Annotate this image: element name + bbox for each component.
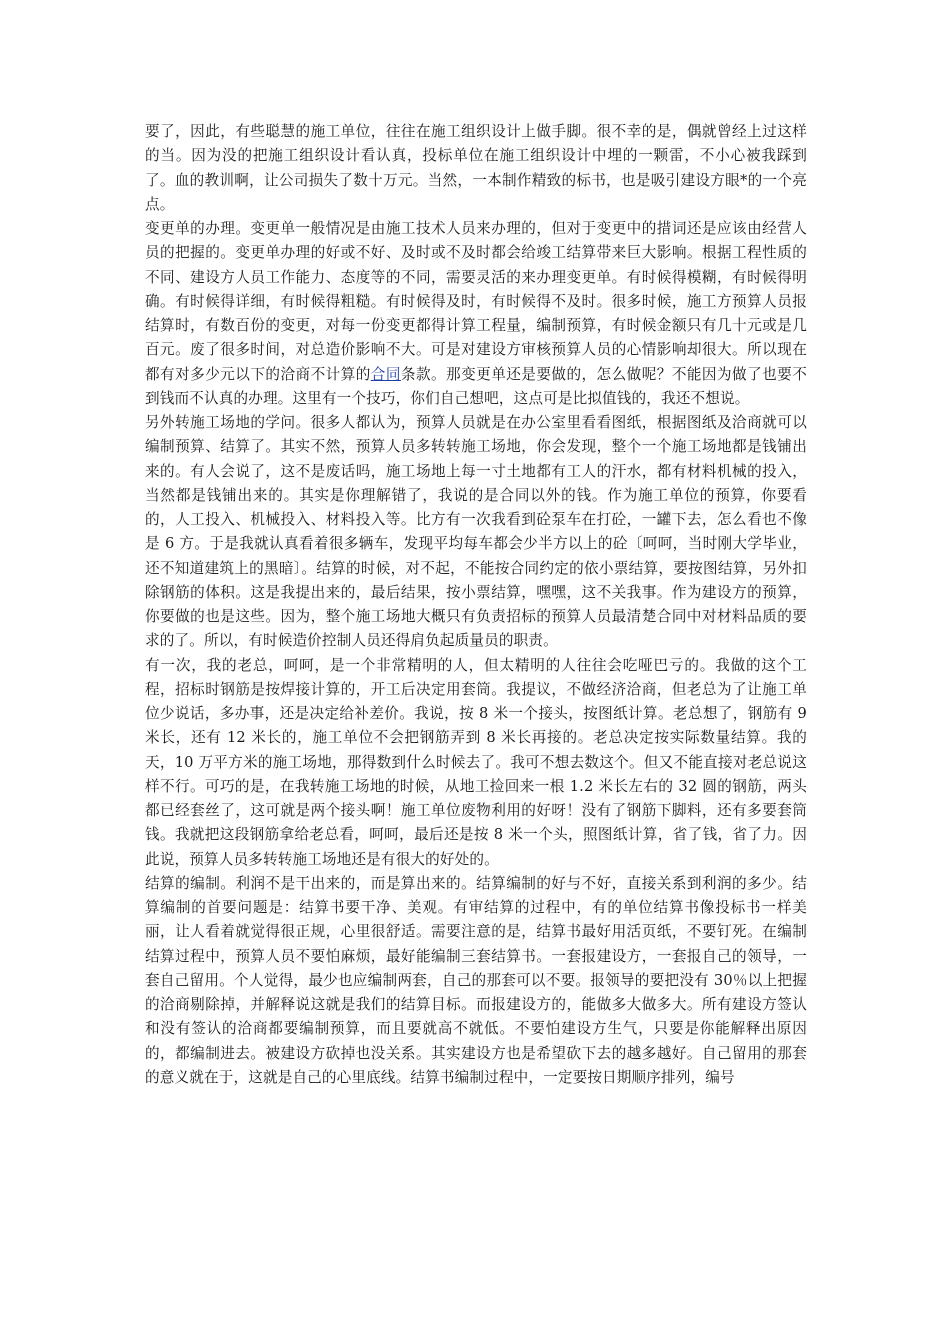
contract-link[interactable]: 合同: [370, 365, 401, 383]
paragraph-change-order-text-1: 变更单的办理。变更单一般情况是由施工技术人员来办理的，但对于变更中的措词还是应该由经营人员的把握的。变更单办理的好或不好、及时或不及时都会给竣工结算带来巨大影响。根据工程性质的不同、建设方人员工作能力、态度等的不同，需要灵活的来办理变更单。有时候得模糊，有时候得明确。有时候得详细，有时候得粗糙。有时候得及时，有时候得不及时。很多时候，施工方预算人员报结算时，有数百份的变更，对每一份变更都得计算工程量，编制预算，有时候金额只有几十元或是几百元。废了很多时间，对总造价影响不大。可是对建设方审核预算人员的心情影响却很大。所以现在都有对多少元以下的洽商不计算的: [145, 220, 807, 383]
paragraph-change-order: [145, 217, 807, 411]
paragraph-bid-document: 要了，因此，有些聪慧的施工单位，往往在施工组织设计上做手脚。很不幸的是，偶就曾经上过这样的当。因为没的把施工组织设计看认真，投标单位在施工组织设计中埋的一颗雷，不小心被我踩到了。血的教训啊，让公司损失了数十万元。当然，一本制作精致的标书，也是吸引建设方眼*的一个亮点。: [145, 123, 807, 213]
paragraph-change-order-text-2: 条款。那变更单还是要做的，怎么做呢？不能因为做了也要不到钱而不认真的办理。这里有一个技巧，你们自己想吧，这点可是比拟值钱的，我还不想说。: [145, 365, 807, 407]
paragraph-boss-story: 有一次，我的老总，呵呵，是一个非常精明的人，但太精明的人往往会吃哑巴亏的。我做的这个工程，招标时钢筋是按焊接计算的，开工后决定用套筒。我提议，不做经济洽商，但老总为了让施工单位少说话，多办事，还是决定给补差价。我说，按 8 米一个接头，按图纸计算。老总想了，钢筋有 9 米长，还有 12 米长的，施工单位不会把钢筋弄到 8 米长再接的。老总决定按实际数量结算。我的天，10 万平方米的施工场地，那得数到什么时候去了。我可不想去数这个。但又不能直接对老总说这样不行。可巧的是，在我转施工场地的时候，从地工捡回来一根 1.2 米长左右的 32 圆的钢筋，两头都已经套丝了，这可就是两个接头啊！施工单位废物利用的好呀！没有了钢筋下脚料，还有多要套筒钱。我就把这段钢筋拿给老总看，呵呵，最后还是按 8 米一个头，照图纸计算，省了钱，省了力。因此说，预算人员多转转施工场地还是有很大的好处的。: [145, 656, 807, 868]
paragraph-settlement: 结算的编制。利润不是干出来的，而是算出来的。结算编制的好与不好，直接关系到利润的多少。结算编制的首要问题是：结算书要干净、美观。有审结算的过程中，有的单位结算书像投标书一样美丽，让人看着就觉得很正规，心里很舒适。需要注意的是，结算书最好用活页纸，不要钉死。在编制结算过程中，预算人员不要怕麻烦，最好能编制三套结算书。一套报建设方，一套报自己的领导，一套自己留用。个人觉得，最少也应编制两套，自己的那套可以不要。报领导的要把没有 30％以上把握的洽商剔除掉，并解释说这就是我们的结算目标。而报建设方的，能做多大做多大。所有建设方签认和没有签认的洽商都要编制预算，而且要就高不就低。不要怕建设方生气，只要是你能解释出原因的，都编制进去。被建设方砍掉也没关系。其实建设方也是希望砍下去的越多越好。自己留用的那套的意义就在于，这就是自己的心里底线。结算书编制过程中，一定要按日期顺序排列，编号: [145, 874, 807, 1086]
paragraph-site-visits: 另外转施工场地的学问。很多人都认为，预算人员就是在办公室里看看图纸，根据图纸及洽商就可以编制预算、结算了。其实不然，预算人员多转转施工场地，你会发现，整个一个施工场地都是钱铺出来的。有人会说了，这不是废话吗，施工场地上每一寸土地都有工人的汗水，都有材料机械的投入，当然都是钱铺出来的。其实是你理解错了，我说的是合同以外的钱。作为施工单位的预算，你要看的，人工投入、机械投入、材料投入等。比方有一次我看到砼泵车在打砼，一罐下去，怎么看也不像是 6 方。于是我就认真看着很多辆车，发现平均每车都会少半方以上的砼〔呵呵，当时刚大学毕业，还不知道建筑上的黑暗〕。结算的时候，对不起，不能按合同约定的依小票结算，要按图结算，另外扣除钢筋的体积。这是我提出来的，最后结果，按小票结算，嘿嘿，这不关我事。作为建设方的预算，你要做的也是这些。因为，整个施工场地大概只有负责招标的预算人员最清楚合同中对材料品质的要求的了。所以，有时候造价控制人员还得肩负起质量员的职责。: [145, 414, 807, 650]
document-body: [145, 120, 807, 1090]
